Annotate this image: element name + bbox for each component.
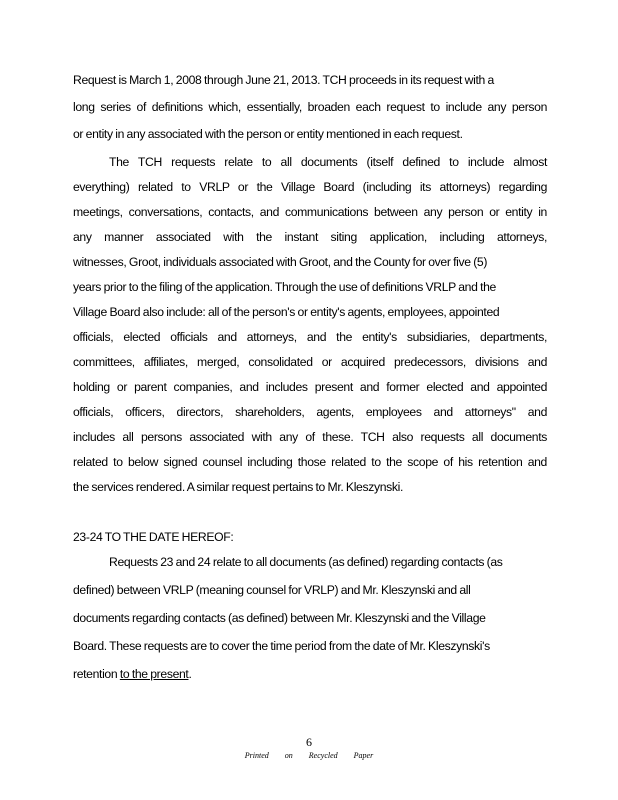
- text-line: Village Board also include: all of the person's or entity's agents, employees, appointed: [73, 305, 500, 319]
- section-heading: 23-24 TO THE DATE HEREOF:: [73, 530, 234, 544]
- page-number: 6: [306, 735, 312, 749]
- underlined-text: to the present: [119, 667, 189, 681]
- text-line: the services rendered. A similar request pertains to Mr. Kleszynski.: [73, 480, 404, 494]
- footer-note: Printed on Recycled Paper: [244, 751, 374, 760]
- text-line: committees, affiliates, merged, consolidated or acquired predecessors, divisions and: [73, 355, 547, 369]
- text-line: or entity in any associated with the person or entity mentioned in each request.: [73, 127, 463, 141]
- text-line: documents regarding contacts (as defined) between Mr. Kleszynski and the Village: [73, 611, 486, 625]
- text-fragment: .: [188, 667, 192, 681]
- text-line: long series of definitions which, essentially, broaden each request to include any person: [73, 100, 547, 114]
- text-line: [73, 666, 547, 682]
- text-line: witnesses, Groot, individuals associated with Groot, and the County for over five (5): [73, 255, 488, 269]
- text-line: everything) related to VRLP or the Village Board (including its attorneys) regarding: [73, 180, 547, 194]
- text-line: related to below signed counsel including those related to the scope of his retention and: [73, 455, 547, 469]
- text-line: Board. These requests are to cover the time period from the date of Mr. Kleszynski's: [73, 639, 490, 653]
- text-line: officials, elected officials and attorneys, and the entity's subsidiaries, departments,: [73, 330, 547, 344]
- text-line: holding or parent companies, and includes present and former elected and appointed: [73, 380, 547, 394]
- text-line: years prior to the filing of the application. Through the use of definitions VRLP and the: [73, 280, 496, 294]
- text-line: Requests 23 and 24 relate to all documents (as defined) regarding contacts (as: [109, 555, 503, 569]
- text-line: any manner associated with the instant siting application, including attorneys,: [73, 230, 547, 244]
- text-line: The TCH requests relate to all documents (itself defined to include almost: [109, 155, 547, 169]
- text-line: officials, officers, directors, shareholders, agents, employees and attorneys" and: [73, 405, 547, 419]
- text-line: Request is March 1, 2008 through June 21, 2013. TCH proceeds in its request with a: [73, 73, 494, 87]
- text-line: meetings, conversations, contacts, and communications between any person or entity in: [73, 205, 547, 219]
- text-line: defined) between VRLP (meaning counsel for VRLP) and Mr. Kleszynski and all: [73, 583, 471, 597]
- text-fragment: retention: [73, 667, 120, 681]
- text-line: includes all persons associated with any of these. TCH also requests all documents: [73, 430, 547, 444]
